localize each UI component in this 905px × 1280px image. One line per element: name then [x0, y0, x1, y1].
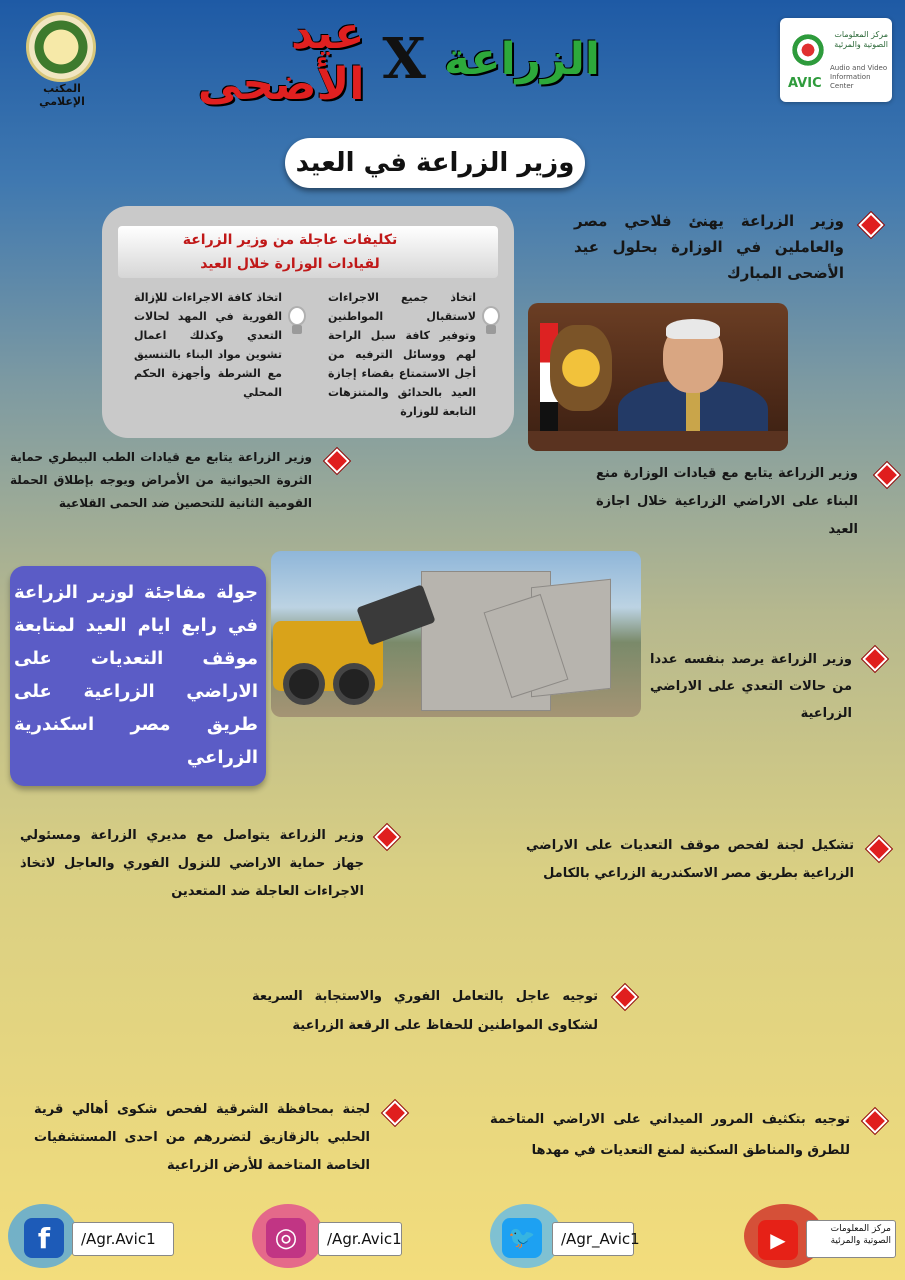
- item-urgent-response: توجيه عاجل بالتعامل الفوري والاستجابة السريعة لشكاوى المواطنين للحفاظ على الرقعة الزراعية: [252, 989, 598, 1033]
- bullet-diamond-icon: [382, 1100, 407, 1125]
- twitter-handle[interactable]: /Agr_Avic1: [552, 1222, 634, 1256]
- bullet-diamond-icon: [866, 836, 891, 861]
- lightbulb-icon: [286, 306, 308, 336]
- urgent-item-removal: اتخاذ كافة الاجراءات للإزالة الفورية في المهد لحالات التعدي وكذلك اعمال تشوين مواد البناء بالتنسيق مع الشرطة وأجهزة الحكم المحلي: [134, 291, 282, 399]
- item-monitor: وزير الزراعة يرصد بنفسه عددا من حالات التعدي على الاراضي الزراعية: [650, 652, 852, 721]
- bullet-diamond-icon: [374, 824, 399, 849]
- avic-logo: [780, 18, 892, 102]
- item-sharqia: لجنة بمحافظة الشرقية لفحص شكوى أهالي قرية الحلبي بالزقازيق لتضررهم من احدى المستشفيات الخاصة المتاخمة للأرض الزراعية: [34, 1102, 370, 1173]
- urgent-title: تكليفات عاجلة من وزير الزراعة لقيادات الوزارة خلال العيد: [182, 232, 398, 272]
- title-x: X: [382, 26, 426, 92]
- instagram-handle[interactable]: /Agr.Avic1: [318, 1222, 402, 1256]
- twitter-icon[interactable]: 🐦: [502, 1218, 542, 1258]
- item-veterinary: وزير الزراعة يتابع مع قيادات الطب البيطري حماية الثروة الحيوانية من الأمراض ويوجه بإطلاق الحملة القومية الثانية للتحصين ضد الحمى القلاعية: [10, 450, 312, 510]
- instagram-icon[interactable]: ◎: [266, 1218, 306, 1258]
- item-directors: وزير الزراعة يتواصل مع مديري الزراعة ومسئولي جهاز حماية الاراضي للنزول الفوري والعاجل لاتخاذ الاجراءات العاجلة ضد المتعدين: [20, 828, 364, 899]
- bullet-diamond-icon: [612, 984, 637, 1009]
- title-agriculture: الزراعة: [443, 33, 600, 85]
- title-eid: عيد الأضحى: [197, 8, 365, 110]
- page-title: [150, 8, 600, 110]
- media-office-logo: [26, 12, 96, 82]
- bullet-diamond-icon: [858, 212, 883, 237]
- avic-abbreviation: AVIC: [788, 76, 822, 91]
- bullet-diamond-icon: [324, 448, 349, 473]
- youtube-icon[interactable]: ▶: [758, 1220, 798, 1260]
- youtube-channel-label[interactable]: مركز المعلومات الصوتية والمرئية: [806, 1220, 896, 1258]
- bullet-diamond-icon: [862, 1108, 887, 1133]
- item-greeting: وزير الزراعة يهنئ فلاحي مصر والعاملين في الوزارة بحلول عيد الأضحى المبارك: [574, 212, 844, 282]
- item-follow-up: وزير الزراعة يتابع مع قيادات الوزارة منع البناء على الاراضي الزراعية خلال اجازة العيد: [596, 466, 858, 537]
- item-field: توجيه بتكثيف المرور الميداني على الاراضي المتاخمة للطرق والمناطق السكنية لمنع التعديات في مهدها: [490, 1112, 850, 1158]
- media-office-label: المكتب الإعلامي: [39, 82, 85, 108]
- demolition-photo: [271, 551, 641, 717]
- urgent-item-visitors: اتخاذ جميع الاجراءات لاستقبال المواطنين وتوفير كافة سبل الراحة لهم ووسائل الترفيه من أجل الاستمتاع بقضاء إجازة العيد بالحدائق والمتنزهات التابعة للوزارة: [328, 291, 476, 418]
- ministry-emblem: [550, 325, 612, 411]
- bullet-diamond-icon: [874, 462, 899, 487]
- lightbulb-icon: [480, 306, 502, 336]
- surprise-tour-text: جولة مفاجئة لوزير الزراعة في رابع ايام العيد لمتابعة موقف التعديات على الاراضي الزراعية على طريق مصر اسكندرية الزراعي: [14, 582, 258, 768]
- minister-photo: [528, 303, 788, 451]
- facebook-icon[interactable]: f: [24, 1218, 64, 1258]
- bullet-diamond-icon: [862, 646, 887, 671]
- avic-english-name: Audio and Video Information Center: [830, 64, 888, 90]
- broadcast-icon: [788, 30, 828, 70]
- facebook-handle[interactable]: /Agr.Avic1: [72, 1222, 174, 1256]
- avic-arabic-name: مركز المعلومات الصوتية والمرئية: [834, 30, 888, 49]
- item-committee: تشكيل لجنة لفحص موقف التعديات على الاراضي الزراعية بطريق مصر الاسكندرية الزراعي بالكامل: [526, 838, 854, 881]
- section-subtitle: وزير الزراعة في العيد: [285, 138, 585, 188]
